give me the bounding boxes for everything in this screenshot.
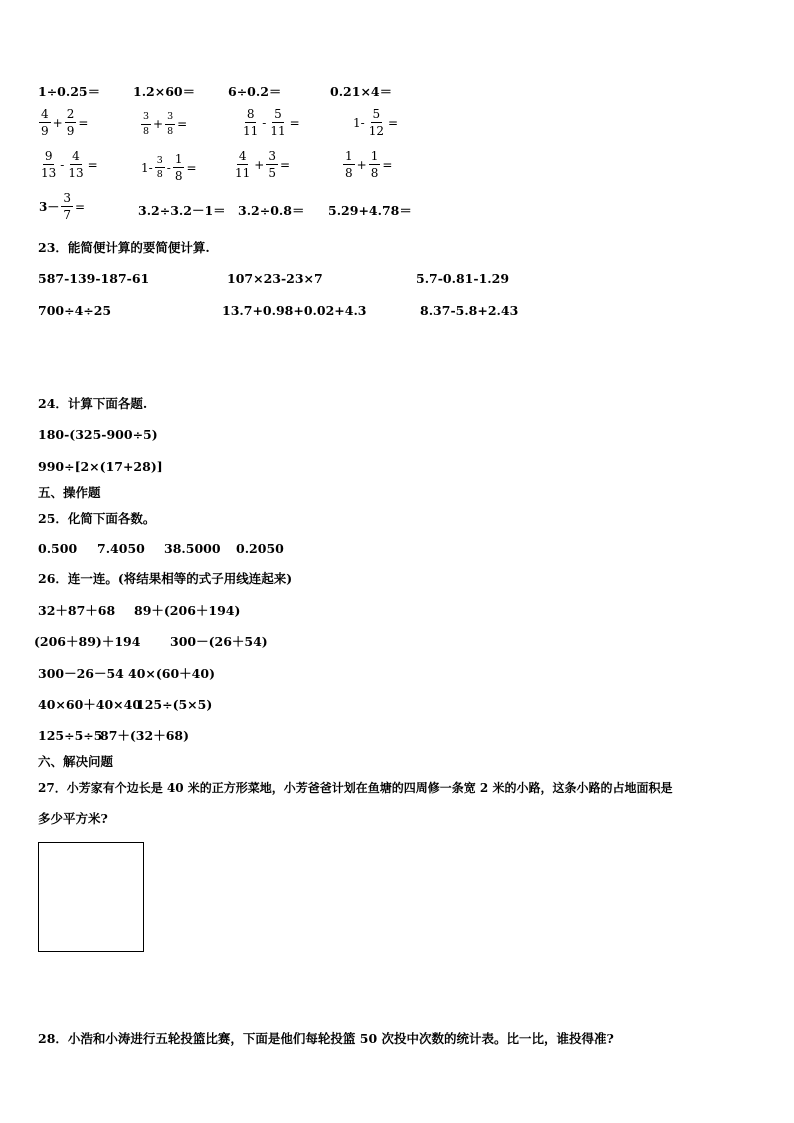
calc-r3-2: 1- 3 8 - $\frac{1}{8}$ = <box>141 152 197 183</box>
calc-r2-1: 4 9 + $\frac{2}{9}$ = <box>41 107 89 138</box>
q27-line-2: 多少平方米? <box>38 811 108 826</box>
q24-item-1: 180-(325-900÷5) <box>38 427 158 442</box>
calc-r3-1: 9 13 - $\frac{4}{13}$ = <box>41 149 98 180</box>
q26-title: 26．连一连。(将结果相等的式子用线连起来) <box>38 571 293 586</box>
q26-left-5: 125÷5÷5 <box>38 728 103 743</box>
calc-r1-1: 1÷0.25＝ <box>38 84 101 99</box>
q25-item-2: 7.4050 <box>97 541 145 556</box>
calc-r2-4: 1- $\frac{5}{12}$ = <box>353 107 399 138</box>
q25-title: 25．化简下面各数。 <box>38 511 156 526</box>
q23-item-2: 107×23-23×7 <box>227 271 323 286</box>
calc-r1-2: 1.2×60＝ <box>133 84 196 99</box>
calc-r1-3: 6÷0.2＝ <box>228 84 282 99</box>
q23-title: 23．能简便计算的要简便计算. <box>38 240 210 255</box>
q26-right-2: 300－(26＋54) <box>170 634 268 649</box>
calc-r2-3: 8 11 - $\frac{5}{11}$ = <box>243 107 300 138</box>
q26-left-1: 32＋87＋68 <box>38 603 116 618</box>
section-6-heading: 六、解决问题 <box>38 754 114 769</box>
calc-r2-2: 3 8 + $\frac{3}{8}$ = <box>143 111 188 137</box>
q26-left-3: 300－26－54 <box>38 666 124 681</box>
q24-title: 24．计算下面各题. <box>38 396 148 411</box>
calc-r4-3: 3.2÷0.8＝ <box>238 203 305 218</box>
q25-item-4: 0.2050 <box>236 541 284 556</box>
calc-r4-4: 5.29+4.78＝ <box>328 203 412 218</box>
q25-item-3: 38.5000 <box>164 541 221 556</box>
calc-r4-2: 3.2÷3.2－1＝ <box>138 203 226 218</box>
q26-right-4: 125÷(5×5) <box>136 697 213 712</box>
q26-right-5: 87＋(32＋68) <box>100 728 190 743</box>
q28-line-1: 28．小浩和小涛进行五轮投篮比赛，下面是他们每轮投篮 50 次投中次数的统计表。比一比，谁投得准? <box>38 1031 614 1046</box>
q23-item-1: 587-139-187-61 <box>38 271 150 286</box>
calc-r1-4: 0.21×4＝ <box>330 84 393 99</box>
calc-r4-1: 3－ $\frac{3}{7}$ = <box>39 191 86 222</box>
q23-item-6: 8.37-5.8+2.43 <box>420 303 519 318</box>
calc-r3-4: 1 8 + $\frac{1}{8}$ = <box>345 149 393 180</box>
calc-r3-3: 4 11 + $\frac{3}{5}$ = <box>235 149 291 180</box>
q26-right-1: 89＋(206＋194) <box>134 603 241 618</box>
q26-right-3: 40×(60＋40) <box>128 666 215 681</box>
q23-item-5: 13.7+0.98+0.02+4.3 <box>222 303 367 318</box>
q24-item-2: 990÷[2×(17+28)] <box>38 459 163 474</box>
section-5-heading: 五、操作题 <box>38 485 101 500</box>
q23-item-4: 700÷4÷25 <box>38 303 112 318</box>
q25-item-1: 0.500 <box>38 541 78 556</box>
square-field-figure <box>38 842 144 952</box>
q27-line-1: 27．小芳家有个边长是 40 米的正方形菜地，小芳爸爸计划在鱼塘的四周修一条宽 2 米的小路，这条小路的占地面积是 <box>38 781 673 795</box>
q23-item-3: 5.7-0.81-1.29 <box>416 271 510 286</box>
q26-left-4: 40×60＋40×40 <box>38 697 142 712</box>
q26-left-2: (206＋89)＋194 <box>34 634 141 649</box>
